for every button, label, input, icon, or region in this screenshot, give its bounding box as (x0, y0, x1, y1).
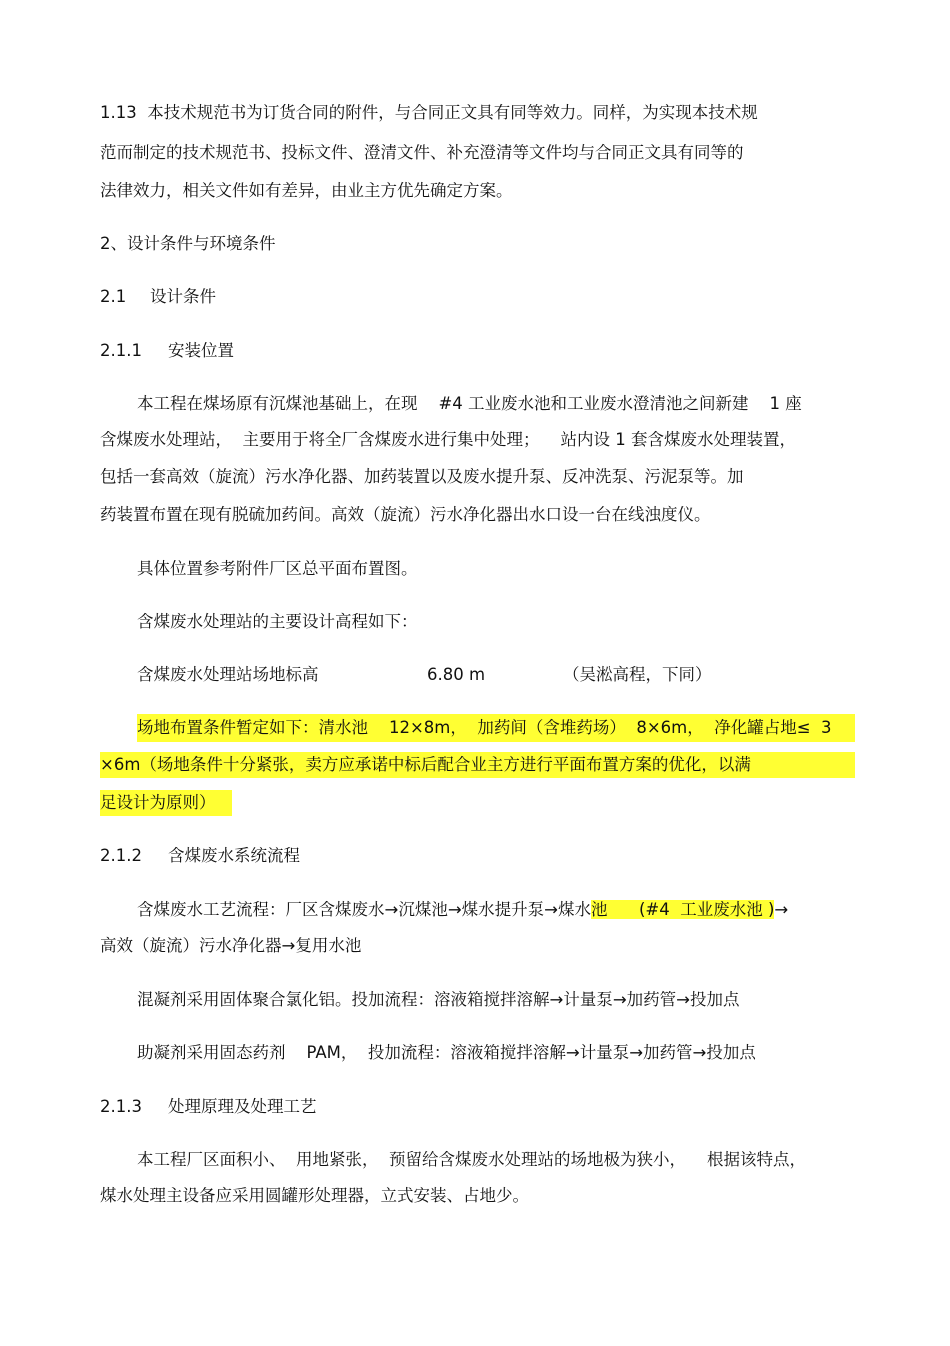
section-title-2-1: 设计条件 (150, 287, 216, 306)
process-text-highlight: 池 (#4 工业废水池 ) (590, 900, 775, 919)
para-location-line-3: 包括一套高效（旋流）污水净化器、加药装置以及废水提升泵、反冲洗泵、污泥泵等。加 (100, 467, 744, 486)
para-principle-line-1: 本工程厂区面积小、 用地紧张， 预留给含煤废水处理站的场地极为狭小， 根据该特点， (137, 1150, 806, 1169)
para-site-layout-line-2: ×6m（场地条件十分紧张，卖方应承诺中标后配合业主方进行平面布置方案的优化，以满 (100, 755, 751, 774)
para-site-layout-line-3: 足设计为原则） (100, 793, 216, 812)
elevation-value: 6.80 m (427, 665, 486, 684)
para-1-13-line-3: 法律效力，相关文件如有差异，由业主方优先确定方案。 (100, 181, 513, 200)
section-title-2-1-3: 处理原理及处理工艺 (168, 1097, 317, 1116)
para-1-13-line-2: 范而制定的技术规范书、投标文件、澄清文件、补充澄清等文件均与合同正文具有同等的 (100, 143, 744, 162)
section-number-2-1-1: 2.1.1 (100, 341, 142, 360)
elevation-label: 含煤废水处理站场地标高 (137, 665, 319, 684)
para-site-layout-line-1: 场地布置条件暂定如下：清水池 12×8m， 加药间（含堆药场） 8×6m， 净化罐占地≤ 3 (137, 718, 832, 737)
section-title-2-1-2: 含煤废水系统流程 (168, 846, 300, 865)
section-number-2-1-3: 2.1.3 (100, 1097, 142, 1116)
para-reference: 具体位置参考附件厂区总平面布置图。 (137, 559, 418, 578)
para-flocculant: 助凝剂采用固态药剂 PAM， 投加流程：溶液箱搅拌溶解→计量泵→加药管→投加点 (137, 1043, 756, 1062)
elevation-note: （吴淞高程，下同） (563, 665, 712, 684)
para-process-line-1 (137, 898, 788, 922)
section-number-2-1-2: 2.1.2 (100, 846, 142, 865)
para-process-line-2: 高效（旋流）污水净化器→复用水池 (100, 936, 362, 955)
process-text-arrow: → (774, 900, 789, 919)
para-coagulant: 混凝剂采用固体聚合氯化铝。投加流程：溶液箱搅拌溶解→计量泵→加药管→投加点 (137, 990, 740, 1009)
para-location-line-2: 含煤废水处理站， 主要用于将全厂含煤废水进行集中处理； 站内设 1 套含煤废水处理装置， (100, 430, 796, 449)
para-principle-line-2: 煤水处理主设备应采用圆罐形处理器，立式安装、占地少。 (100, 1186, 529, 1205)
section-number-2-1: 2.1 (100, 287, 127, 306)
para-elevation-intro: 含煤废水处理站的主要设计高程如下： (137, 612, 418, 631)
section-title-2-1-1: 安装位置 (168, 341, 234, 360)
para-location-line-4: 药装置布置在现有脱硫加药间。高效（旋流）污水净化器出水口设一台在线浊度仪。 (100, 505, 711, 524)
process-text-pre: 含煤废水工艺流程：厂区含煤废水→沉煤池→煤水提升泵→煤水 (137, 900, 591, 919)
para-location-line-1: 本工程在煤场原有沉煤池基础上，在现 #4 工业废水池和工业废水澄清池之间新建 1 座 (137, 394, 802, 413)
para-1-13-line-1: 1.13 本技术规范书为订货合同的附件，与合同正文具有同等效力。同样，为实现本技术规 (100, 103, 758, 122)
section-heading-2: 2、设计条件与环境条件 (100, 234, 276, 253)
